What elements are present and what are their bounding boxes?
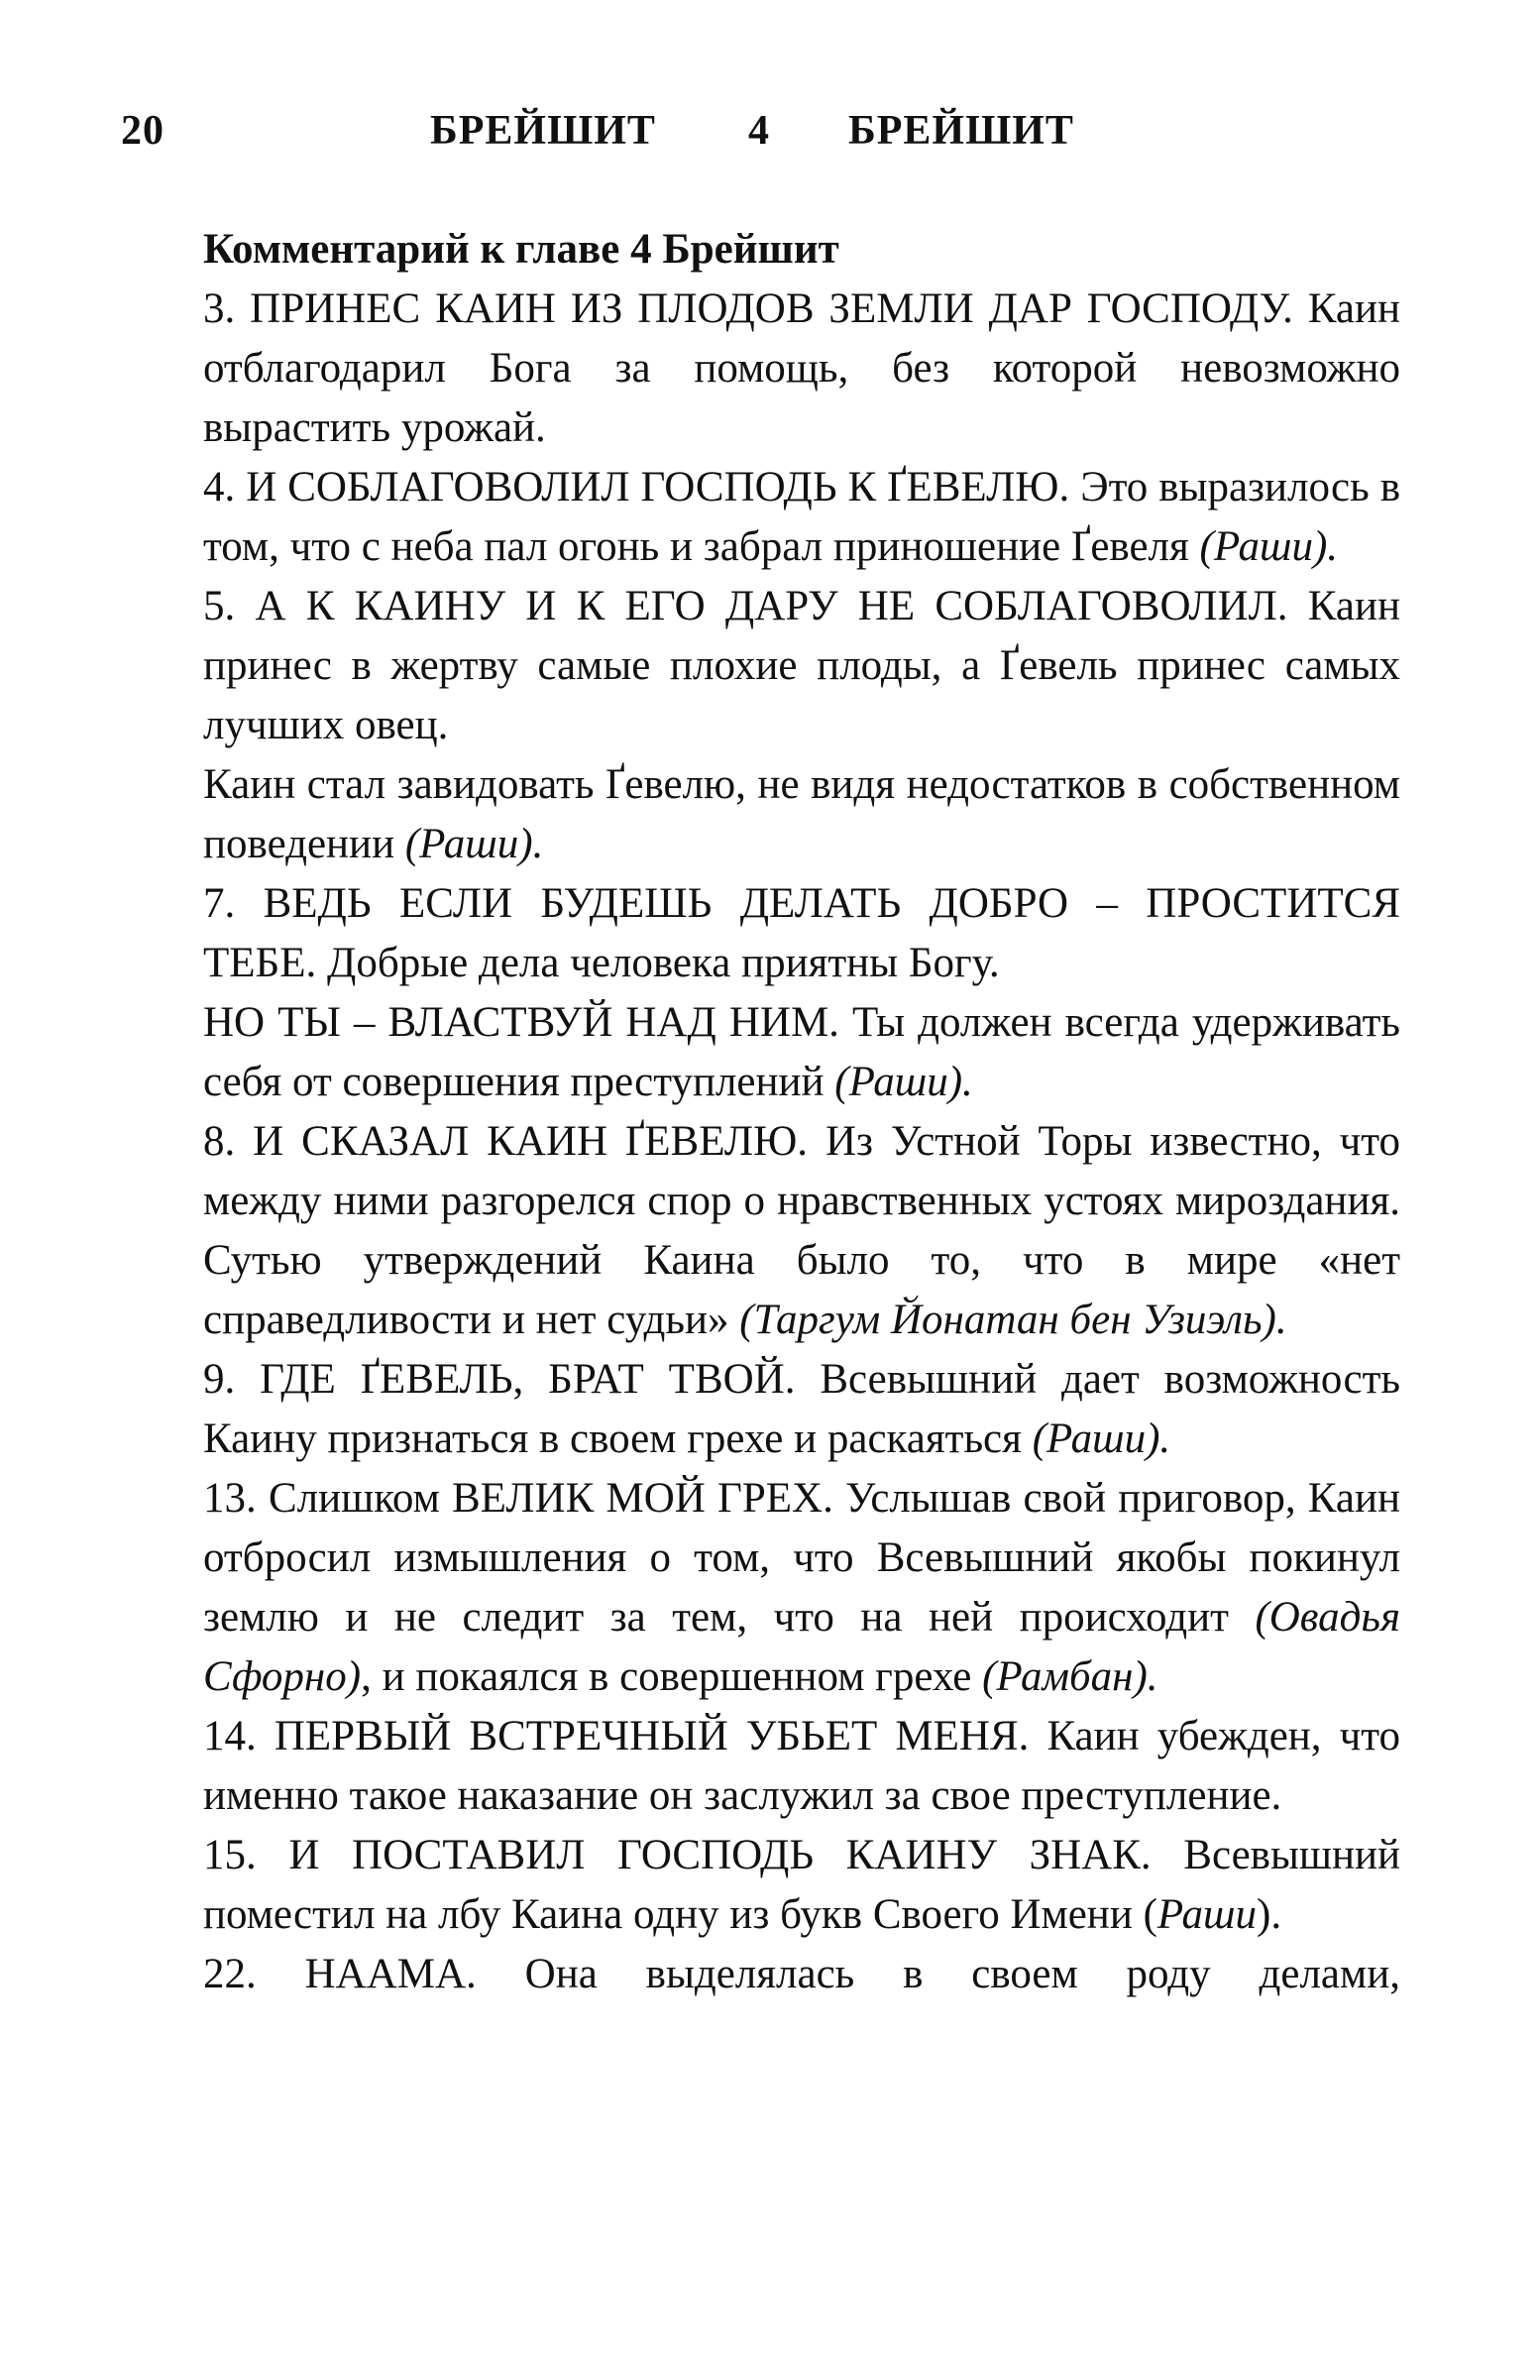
verse-lemma: 4. И СОБЛАГОВОЛИЛ ГОСПОДЬ К ҐЕВЕЛЮ. xyxy=(203,464,1070,510)
verse-lemma: 9. ГДЕ ҐЕВЕЛЬ, БРАТ ТВОЙ. xyxy=(203,1356,796,1403)
source-citation: (Раши). xyxy=(1032,1416,1171,1462)
running-title-right: БРЕЙШИТ xyxy=(848,108,1074,154)
commentary-text: Каин отблагодарил Бога за помощь, без которой невозможно вырастить урожай. xyxy=(203,285,1400,451)
commentary-paragraph xyxy=(203,1707,1400,1826)
source-citation: (Раши). xyxy=(404,821,544,867)
commentary-text: Каин убежден, что именно такое наказание он заслужил за свое преступление. xyxy=(203,1713,1400,1819)
commentary-text: Ты должен всегда удерживать себя от совершения преступлений xyxy=(203,999,1400,1105)
source-citation: (Раши). xyxy=(1199,523,1339,570)
commentary-paragraph xyxy=(203,458,1400,577)
commentary-text: Каин принес в жертву самые плохие плоды, а Ґевель принес самых лучших овец. xyxy=(203,583,1400,748)
commentary-text: Всевышний поместил на лбу Каина одну из букв Своего Имени ( xyxy=(203,1832,1401,1938)
commentary-heading: Комментарий к главе 4 Брейшит xyxy=(203,226,839,273)
commentary-text: Из Устной Торы известно, что между ними разгорелся спор о нравственных устоях мироздания. Сутью утверждений Каина было то, что в мире «нет справедливости и нет судьи» xyxy=(203,1118,1400,1343)
verse-lemma: 5. А К КАИНУ И К ЕГО ДАРУ НЕ СОБЛАГОВОЛИЛ. xyxy=(203,583,1288,629)
verse-lemma: 8. И СКАЗАЛ КАИН ҐЕВЕЛЮ. xyxy=(203,1118,809,1165)
commentary-paragraph xyxy=(203,993,1400,1112)
commentary-text: Добрые дела человека приятны Богу. xyxy=(316,940,1000,986)
commentary-paragraph xyxy=(203,1945,1400,2004)
commentary-paragraph xyxy=(203,874,1400,993)
verse-lemma: 3. ПРИНЕС КАИН ИЗ ПЛОДОВ ЗЕМЛИ ДАР ГОСПОДУ. xyxy=(203,285,1293,332)
commentary-paragraph xyxy=(203,755,1400,874)
commentary-text: , и покаялся в совершенном грехе xyxy=(361,1653,983,1700)
source-citation: (Овадья Сфорно) xyxy=(203,1594,1400,1700)
commentary-text: Каин стал завидовать Ґевелю, не видя недостатков в собственном поведении xyxy=(203,761,1400,867)
commentary-text: Она выделялась в своем роду делами, xyxy=(476,1951,1400,1997)
page-number: 20 xyxy=(121,108,165,154)
source-citation: (Таргум Йонатан бен Узиэль). xyxy=(739,1297,1287,1343)
source-citation: (Раши). xyxy=(834,1059,973,1105)
commentary-paragraph xyxy=(203,280,1400,458)
verse-lemma: 22. НААМА. xyxy=(203,1951,477,1997)
source-citation: Раши xyxy=(1156,1891,1257,1938)
commentary-text: Это выразилось в том, что с неба пал огонь и забрал приношение Ґевеля xyxy=(203,464,1400,570)
verse-lemma: НО ТЫ – ВЛАСТВУЙ НАД НИМ. xyxy=(203,999,839,1046)
verse-lemma: 13. Слишком ВЕЛИК МОЙ ГРЕХ. xyxy=(203,1475,833,1522)
verse-lemma: 7. ВЕДЬ ЕСЛИ БУДЕШЬ ДЕЛАТЬ ДОБРО – ПРОСТИТСЯ ТЕБЕ. xyxy=(203,880,1400,986)
commentary-text: ). xyxy=(1257,1891,1282,1938)
commentary-paragraph xyxy=(203,1469,1400,1707)
verse-lemma: 15. И ПОСТАВИЛ ГОСПОДЬ КАИНУ ЗНАК. xyxy=(203,1832,1152,1878)
verse-lemma: 14. ПЕРВЫЙ ВСТРЕЧНЫЙ УБЬЕТ МЕНЯ. xyxy=(203,1713,1030,1759)
commentary-text: Всевышний дает возможность Каину признаться в своем грехе и раскаяться xyxy=(203,1356,1400,1462)
chapter-number: 4 xyxy=(748,108,770,154)
commentary-paragraph xyxy=(203,577,1400,755)
commentary-text: Услышав свой приговор, Каин отбросил измышления о том, что Всевышний якобы покинул землю и не следит за тем, что на ней происходит xyxy=(203,1475,1400,1641)
running-title-left: БРЕЙШИТ xyxy=(430,108,656,154)
commentary-paragraph xyxy=(203,1350,1400,1469)
source-citation: (Рамбан). xyxy=(982,1653,1158,1700)
commentary-paragraph xyxy=(203,1826,1400,1945)
commentary-body xyxy=(203,220,1400,2004)
commentary-paragraph xyxy=(203,1112,1400,1350)
running-header xyxy=(121,107,1419,167)
